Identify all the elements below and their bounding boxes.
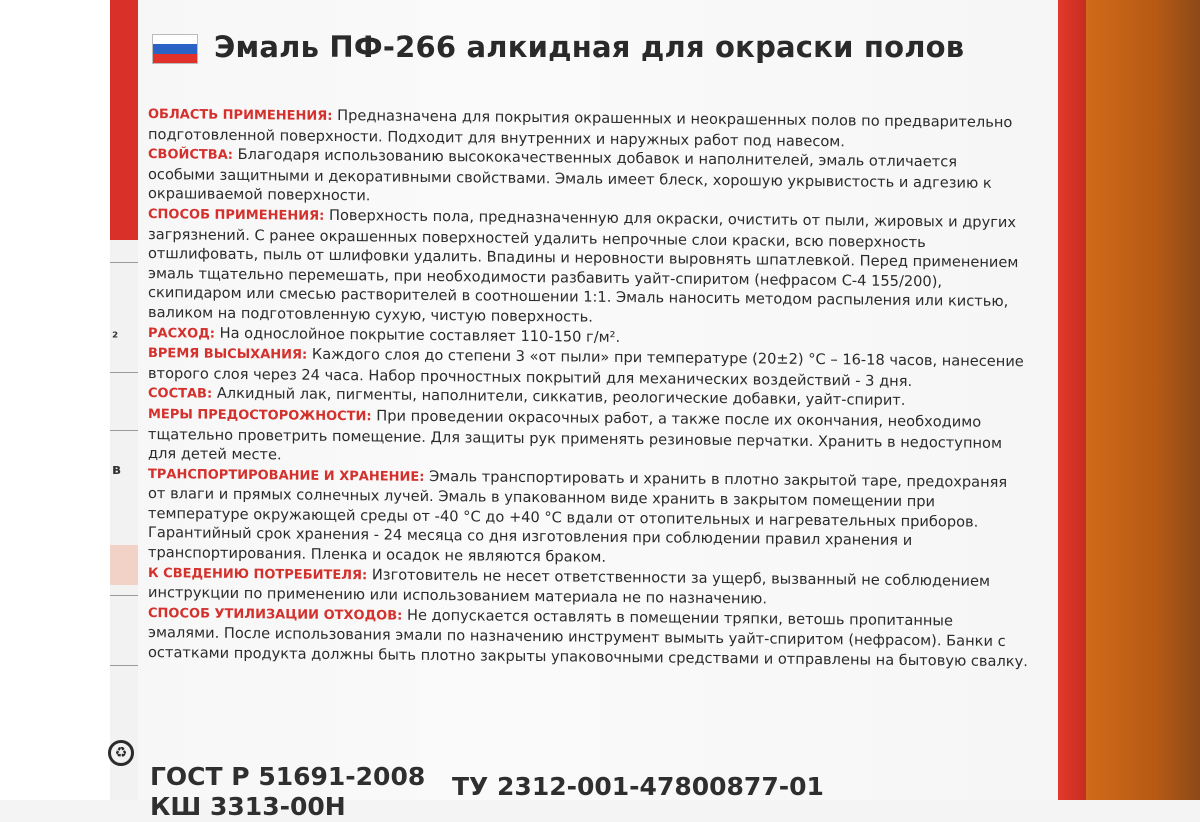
- left-divider: [110, 262, 140, 263]
- left-adjacent-label: [110, 240, 141, 800]
- section-body: При проведении окрасочных работ, а также после их окончания, необходимо тщательно проветрить помещение. Для защиты рук применять резиновые перчатки. Хранить в недоступном для детей месте.: [148, 407, 1002, 464]
- left-divider: [110, 430, 140, 431]
- background-left: [0, 0, 112, 800]
- section-heading: ОБЛАСТЬ ПРИМЕНЕНИЯ:: [148, 107, 333, 124]
- section-disposal: [148, 603, 1028, 672]
- left-divider: [110, 665, 140, 666]
- right-orange-background: [1086, 0, 1200, 800]
- product-title: Эмаль ПФ-266 алкидная для окраски полов: [214, 30, 965, 64]
- section-body: Эмаль транспортировать и хранить в плотно закрытой таре, предохраняя от влаги и прямых солнечных лучей. Эмаль в упакованном виде хранить в закрытом помещении при температуре окружающей среды от -40 °С до +40 °С вдали от отопительных и нагревательных приборов. Гарантийный срок хранения - 24 месяца со дня изготовления при соблюдении правил хранения и транспортирования. Пленка и осадок не являются браком.: [148, 467, 1008, 566]
- section-body: Алкидный лак, пигменты, наполнители, сиккатив, реологические добавки, уайт-спирит.: [216, 385, 906, 410]
- section-body: Предназначена для покрытия окрашенных и неокрашенных полов по предварительно подготовленной поверхности. Подходит для внутренних и наружных работ под навесом.: [148, 106, 1013, 150]
- left-divider: [110, 595, 140, 596]
- section-heading: СПОСОБ УТИЛИЗАЦИИ ОТХОДОВ:: [148, 605, 403, 624]
- section-body: На однослойное покрытие составляет 110-150 г/м².: [219, 324, 621, 346]
- section-heading: РАСХОД:: [148, 325, 215, 342]
- left-edge-glyph: ²: [112, 330, 119, 346]
- section-heading: ВРЕМЯ ВЫСЫХАНИЯ:: [148, 346, 308, 363]
- russian-flag-icon: [152, 34, 198, 64]
- section-body: Не допускается оставлять в помещении тряпки, ветошь пропитанные эмалями. После использования эмали по назначению инструмент вымыть уайт-спиритом (нефрасом). Банки с остатками продукта должны быть плотно закрыты упаковочными средствами и отправлены на бытовую свалку.: [148, 606, 1028, 671]
- section-body: Благодаря использованию высококачественных добавок и наполнителей, эмаль отличается особыми защитными и декоративными свойствами. Эмаль имеет блеск, хорошую укрывистость и адгезию к окрашиваемой поверхности.: [148, 146, 992, 205]
- standards-block: [150, 762, 425, 822]
- left-red-band: [110, 0, 138, 240]
- right-red-band: [1058, 0, 1086, 800]
- ksh-code: КШ 3313-00Н: [150, 792, 346, 821]
- section-heading: СВОЙСТВА:: [148, 147, 233, 164]
- section-heading: К СВЕДЕНИЮ ПОТРЕБИТЕЛЯ:: [148, 565, 368, 583]
- left-divider: [110, 372, 140, 373]
- section-properties: [148, 144, 1028, 213]
- gost-code: ГОСТ Р 51691-2008: [150, 762, 426, 791]
- left-orange-mark: [110, 545, 140, 585]
- section-body: Каждого слоя до степени 3 «от пыли» при температуре (20±2) °С – 16-18 часов, нанесение второго слоя через 24 часа. Набор прочностных покрытий для механических воздействий - 3 дня.: [148, 345, 1024, 390]
- section-method: [148, 204, 1028, 332]
- tu-code: ТУ 2312-001-47800877-01: [452, 772, 824, 801]
- section-heading: СОСТАВ:: [148, 386, 213, 402]
- section-precautions: [148, 404, 1028, 473]
- section-body: Изготовитель не несет ответственности за ущерб, вызванный не соблюдением инструкции по применению или использованием материала не по назначению.: [148, 566, 991, 608]
- section-body: Поверхность пола, предназначенную для окраски, очистить от пыли, жировых и других загрязнений. С ранее окрашенных поверхностей удалить непрочные слои краски, всю поверхность отшлифовать, пыль от шлифовки удалить. Впадины и неровности выровнять шпатлевкой. Перед применением эмаль тщательно перемешать, при необходимости разбавить уайт-спиритом (нефрасом С-4 155/200), скипидаром или смесью растворителей в соотношении 1:1. Эмаль наносить методом распыления или кистью, валиком на подготовленную сухую, чистую поверхность.: [148, 206, 1019, 326]
- left-edge-glyph: в: [112, 462, 121, 478]
- section-heading: МЕРЫ ПРЕДОСТОРОЖНОСТИ:: [148, 406, 372, 425]
- section-heading: СПОСОБ ПРИМЕНЕНИЯ:: [148, 206, 325, 224]
- section-heading: ТРАНСПОРТИРОВАНИЕ И ХРАНЕНИЕ:: [148, 466, 425, 485]
- recycle-icon: ♻: [108, 740, 134, 766]
- label-text: [148, 104, 1028, 672]
- section-storage: [148, 464, 1028, 572]
